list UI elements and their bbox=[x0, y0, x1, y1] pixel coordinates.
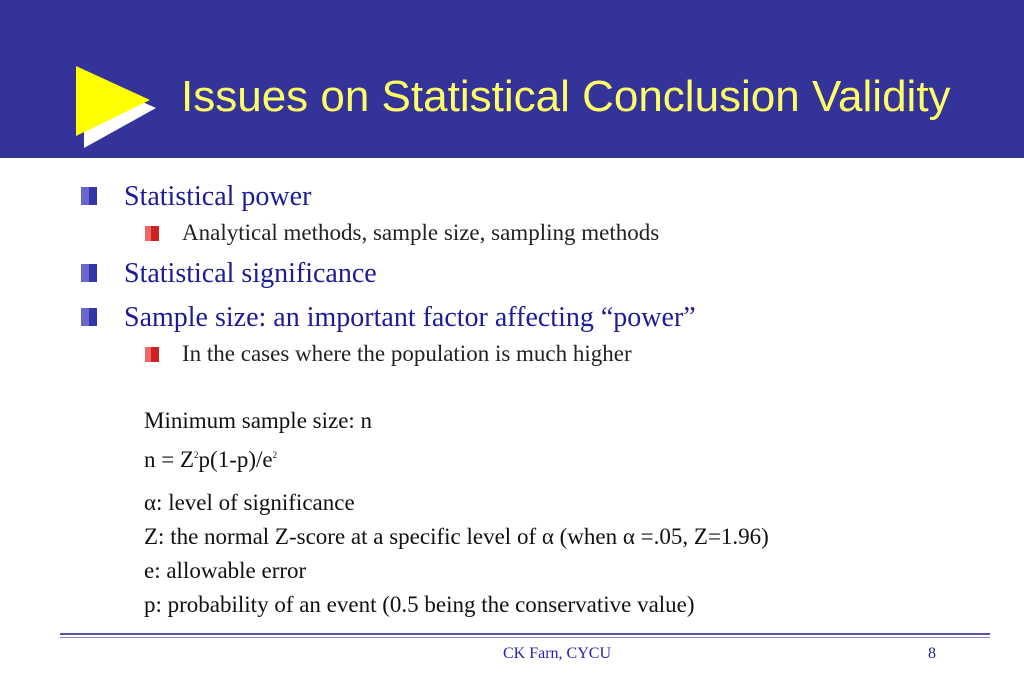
definition-e: e: allowable error bbox=[144, 558, 307, 583]
definition-alpha: α: level of significance bbox=[144, 490, 355, 515]
footer-divider bbox=[60, 633, 990, 635]
formula-prefix: n = Z bbox=[144, 447, 195, 472]
bullet-sample-size: Sample size: an important factor affecting “power” bbox=[124, 302, 696, 333]
sub-bullet-square-icon bbox=[145, 226, 159, 241]
sub-bullet-square-icon bbox=[145, 347, 159, 362]
sub-bullet-population: In the cases where the population is much higher bbox=[182, 341, 632, 366]
bullet-square-icon bbox=[81, 187, 97, 205]
sample-size-formula bbox=[144, 441, 277, 474]
page-number: 8 bbox=[928, 645, 936, 662]
bullet-square-icon bbox=[81, 308, 97, 326]
formula-exponent-z: 2 bbox=[194, 450, 199, 460]
bullet-square-icon bbox=[81, 264, 97, 282]
bullet-statistical-significance: Statistical significance bbox=[124, 258, 377, 289]
footer-divider-secondary bbox=[60, 637, 990, 638]
formula-exponent-e: 2 bbox=[272, 450, 278, 460]
definition-z: Z: the normal Z-score at a specific level of α (when α =.05, Z=1.96) bbox=[144, 524, 769, 549]
definition-p: p: probability of an event (0.5 being the conservative value) bbox=[144, 592, 695, 617]
sub-bullet-analytical-methods: Analytical methods, sample size, sampling methods bbox=[182, 220, 660, 245]
footer-author: CK Farn, CYCU bbox=[503, 645, 612, 662]
formula-middle: p(1-p)/e bbox=[198, 447, 273, 472]
bullet-statistical-power: Statistical power bbox=[124, 181, 312, 212]
slide-title: Issues on Statistical Conclusion Validity bbox=[181, 72, 951, 121]
min-sample-size-label: Minimum sample size: n bbox=[144, 408, 373, 433]
